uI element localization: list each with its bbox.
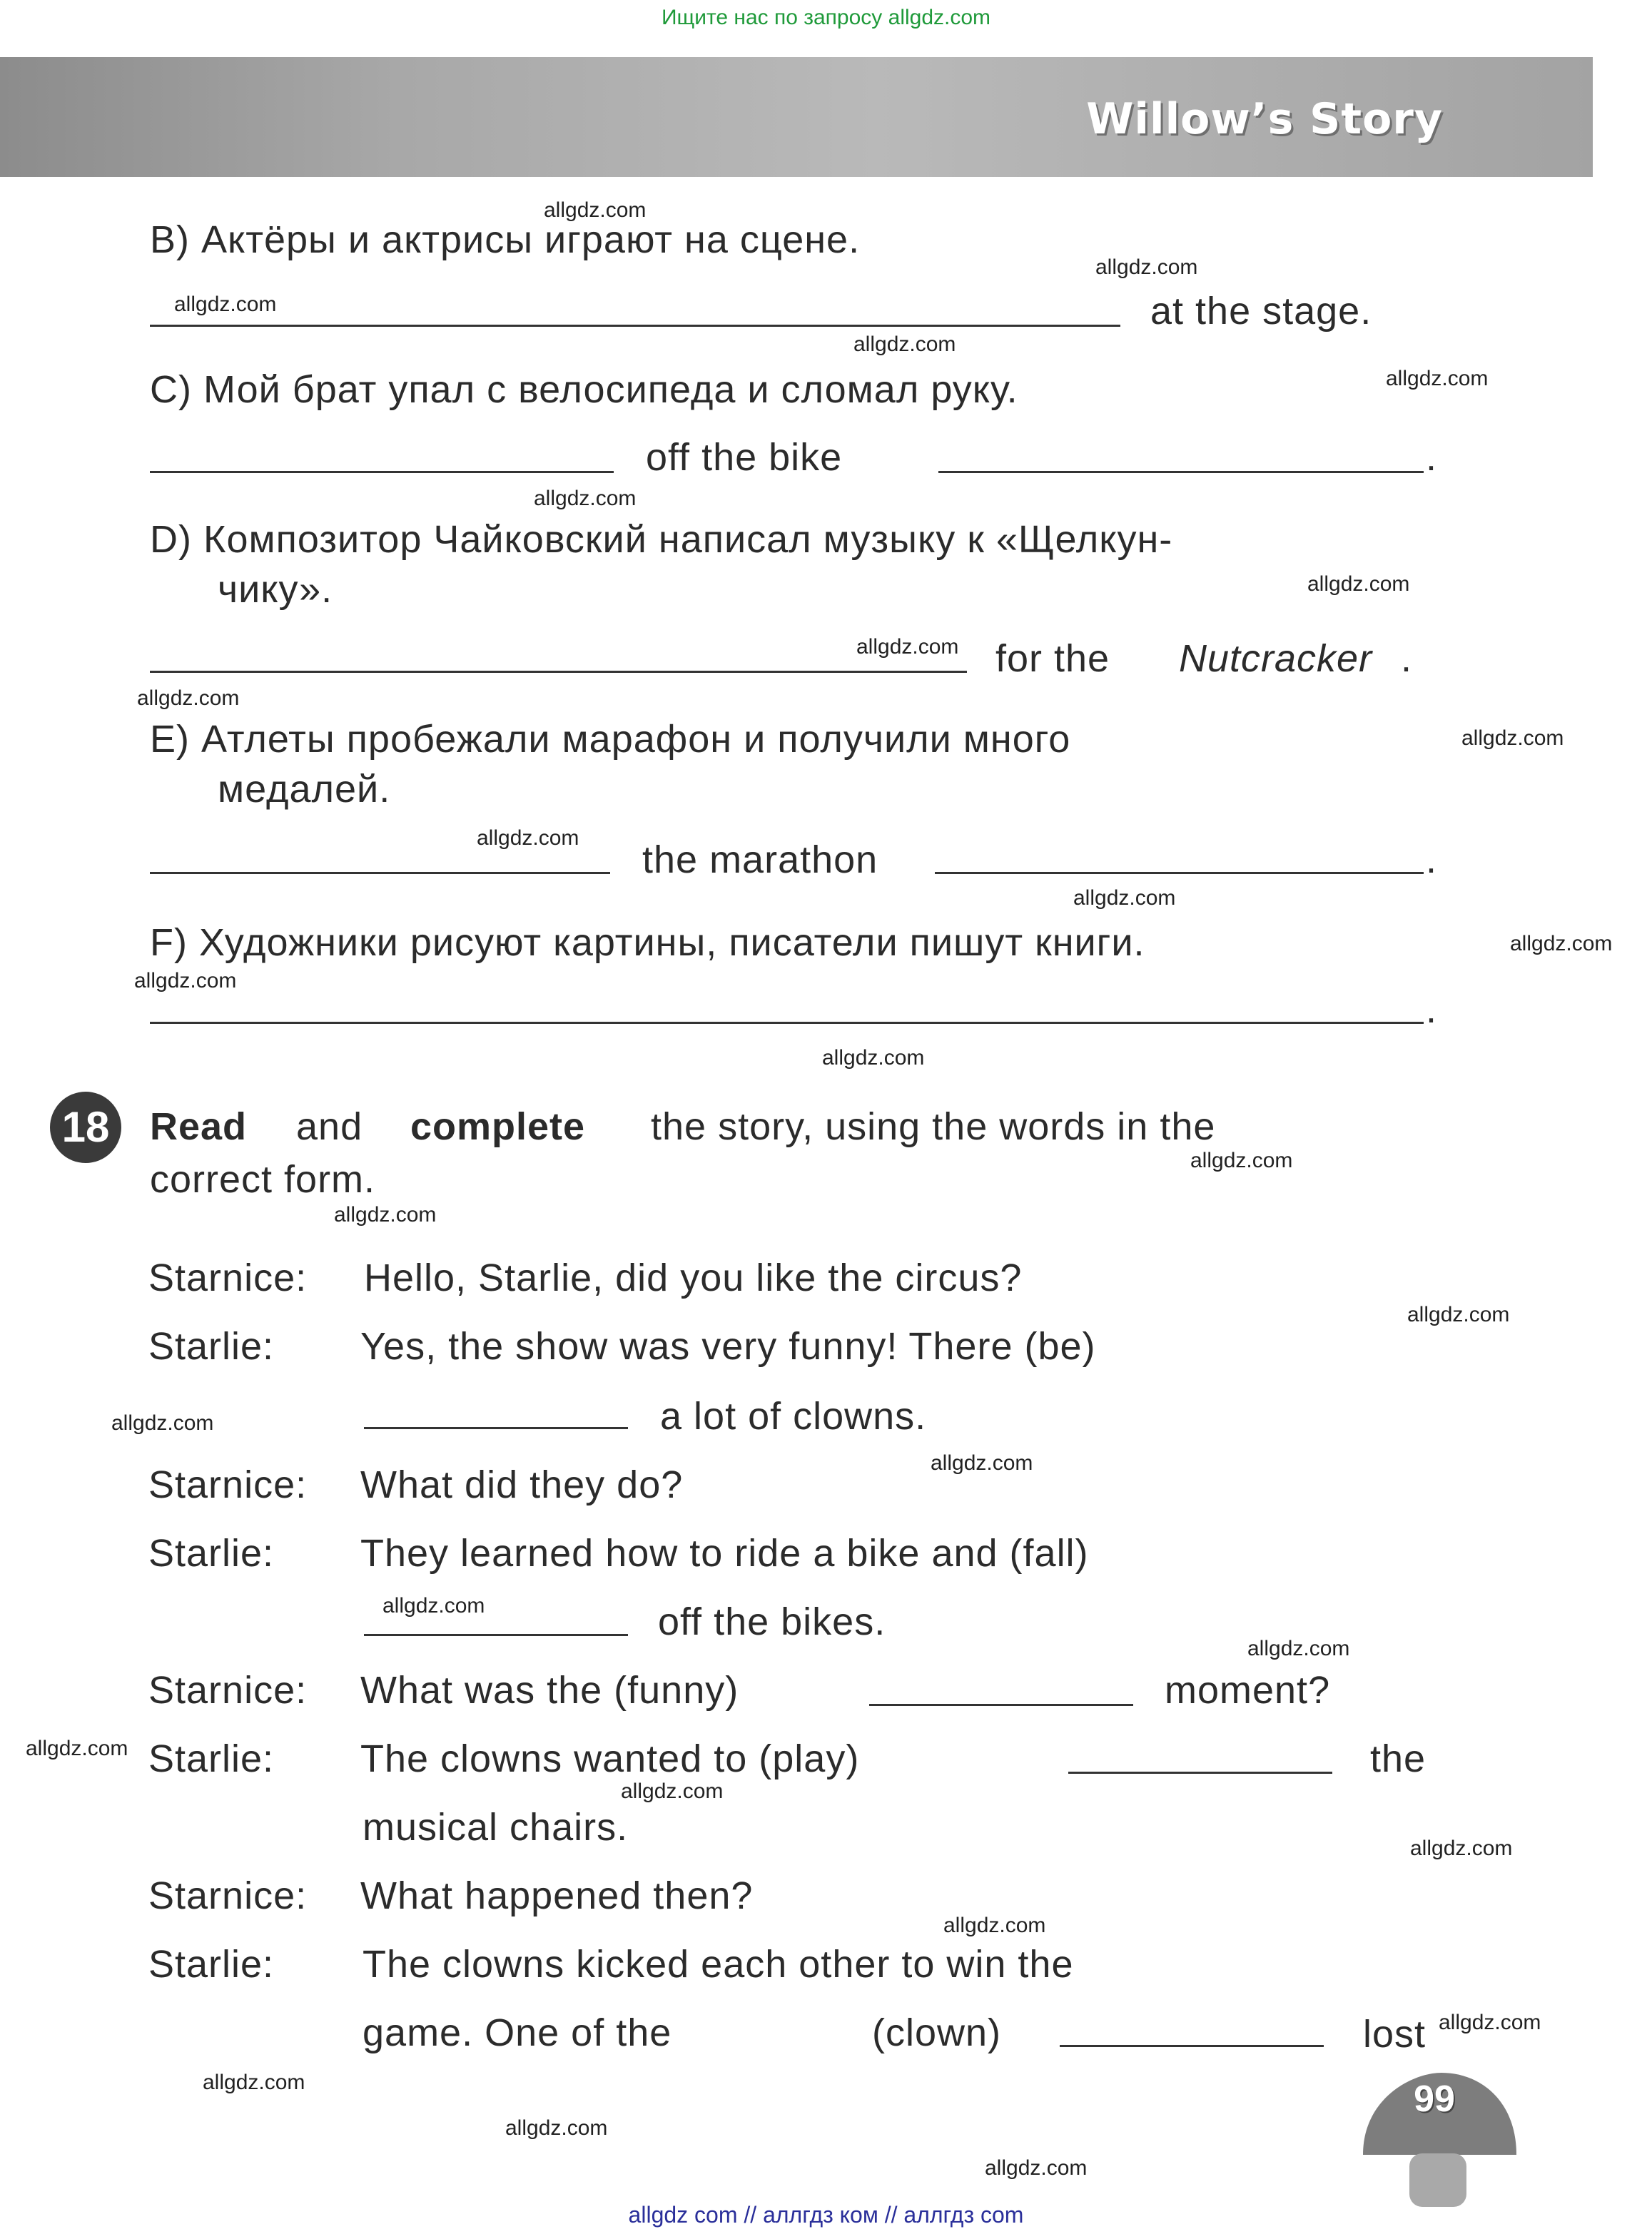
dialogue-line-continuation: game. One of the [363, 2011, 672, 2054]
instruction-complete: complete [410, 1105, 586, 1148]
item-e-answer-line-1 [150, 872, 610, 874]
item-d-answer-line [150, 671, 967, 673]
instruction-read: Read [150, 1105, 248, 1148]
exercise-number-badge: 18 [50, 1092, 121, 1163]
dialogue-line: What was the (funny) [360, 1669, 739, 1712]
footer-watermark: allgdz com // аллгдз ком // аллгдз com [628, 2202, 1024, 2228]
watermark: allgdz.com [174, 293, 277, 316]
dialogue-answer-line [364, 1427, 628, 1429]
item-c-russian: C) Мой брат упал с велосипеда и сломал руку. [150, 368, 1018, 411]
watermark: allgdz.com [477, 826, 579, 850]
item-d-english-title: Nutcracker [1179, 637, 1373, 680]
dialogue-speaker: Starnice: [148, 1256, 308, 1299]
item-f-russian: F) Художники рисуют картины, писатели пишут книги. [150, 921, 1145, 964]
dialogue-line-end: the [1370, 1737, 1427, 1780]
instruction-rest-line1: the story, using the words in the [651, 1105, 1216, 1148]
watermark: allgdz.com [134, 969, 237, 992]
dialogue-speaker: Starnice: [148, 1463, 308, 1506]
item-c-period: . [1426, 436, 1438, 479]
dialogue-line: What happened then? [360, 1874, 754, 1917]
dialogue-word-clown: (clown) [872, 2011, 1002, 2054]
watermark: allgdz.com [544, 198, 647, 222]
watermark: allgdz.com [1510, 932, 1613, 955]
watermark: allgdz.com [534, 487, 637, 510]
dialogue-speaker: Starnice: [148, 1874, 308, 1917]
dialogue-line: The clowns kicked each other to win the [363, 1943, 1074, 1986]
dialogue-speaker: Starlie: [148, 1532, 275, 1575]
watermark: allgdz.com [1461, 726, 1564, 750]
dialogue-speaker: Starnice: [148, 1669, 308, 1712]
watermark: allgdz.com [853, 332, 956, 356]
item-d-english-for: for the [995, 637, 1110, 680]
watermark: allgdz.com [1407, 1303, 1510, 1326]
item-f-period: . [1426, 988, 1438, 1031]
dialogue-answer-line [1068, 1772, 1332, 1774]
watermark: allgdz.com [505, 2116, 608, 2140]
item-f-answer-line [150, 1022, 1424, 1024]
watermark: allgdz.com [203, 2071, 305, 2094]
dialogue-answer-line [869, 1704, 1133, 1706]
watermark: allgdz.com [137, 686, 240, 710]
dialogue-line: Yes, the show was very funny! There (be) [360, 1325, 1096, 1368]
dialogue-line-end: moment? [1165, 1669, 1331, 1712]
watermark: allgdz.com [111, 1411, 214, 1435]
dialogue-line-continuation: off the bikes. [658, 1600, 886, 1643]
watermark: allgdz.com [1439, 2011, 1541, 2034]
dialogue-line-continuation: a lot of clowns. [660, 1395, 927, 1438]
watermark: allgdz.com [382, 1594, 485, 1618]
watermark: allgdz.com [931, 1451, 1033, 1475]
watermark: allgdz.com [1307, 572, 1410, 596]
item-c-answer-line-2 [938, 471, 1424, 473]
dialogue-line-continuation: musical chairs. [363, 1806, 629, 1849]
header-band [0, 57, 1593, 177]
item-b-english: at the stage. [1150, 290, 1372, 332]
watermark: allgdz.com [1410, 1837, 1513, 1860]
dialogue-speaker: Starlie: [148, 1943, 275, 1986]
watermark: allgdz.com [1073, 886, 1176, 910]
watermark: allgdz.com [943, 1914, 1046, 1937]
instruction-and: and [296, 1105, 363, 1148]
item-d-russian-line1: D) Композитор Чайковский написал музыку к «Щелкун- [150, 518, 1173, 561]
dialogue-line: The clowns wanted to (play) [360, 1737, 860, 1780]
item-e-russian-line1: E) Атлеты пробежали марафон и получили много [150, 718, 1071, 761]
watermark: allgdz.com [1247, 1637, 1350, 1660]
item-b-answer-line [150, 325, 1120, 327]
watermark: allgdz.com [822, 1046, 925, 1070]
watermark: allgdz.com [334, 1203, 437, 1227]
item-b-russian: B) Актёры и актрисы играют на сцене. [150, 218, 861, 261]
item-e-period: . [1426, 838, 1438, 881]
instruction-rest-line2: correct form. [150, 1158, 376, 1201]
item-e-english-mid: the marathon [642, 838, 878, 881]
watermark: allgdz.com [1190, 1149, 1293, 1172]
item-c-answer-line-1 [150, 471, 614, 473]
dialogue-line-end: lost [1363, 2013, 1427, 2056]
header-title: Willow’s Story [1086, 94, 1443, 144]
item-d-period: . [1401, 637, 1413, 680]
watermark: allgdz.com [1386, 367, 1489, 390]
watermark: allgdz.com [26, 1737, 128, 1760]
dialogue-answer-line [1060, 2045, 1324, 2047]
dialogue-line: Hello, Starlie, did you like the circus? [364, 1256, 1023, 1299]
dialogue-speaker: Starlie: [148, 1325, 275, 1368]
top-banner: Ищите нас по запросу allgdz.com [661, 6, 991, 29]
dialogue-speaker: Starlie: [148, 1737, 275, 1780]
watermark: allgdz.com [985, 2156, 1088, 2180]
dialogue-line: What did they do? [360, 1463, 684, 1506]
dialogue-answer-line [364, 1634, 628, 1636]
watermark: allgdz.com [856, 635, 959, 659]
watermark: allgdz.com [1095, 255, 1198, 279]
item-d-russian-line2: чику». [218, 568, 333, 611]
dialogue-line: They learned how to ride a bike and (fall) [360, 1532, 1089, 1575]
item-e-answer-line-2 [935, 872, 1424, 874]
item-e-russian-line2: медалей. [218, 768, 391, 811]
item-c-english-mid: off the bike [646, 436, 843, 479]
watermark: allgdz.com [621, 1779, 724, 1803]
page-number: 99 [1414, 2078, 1455, 2120]
